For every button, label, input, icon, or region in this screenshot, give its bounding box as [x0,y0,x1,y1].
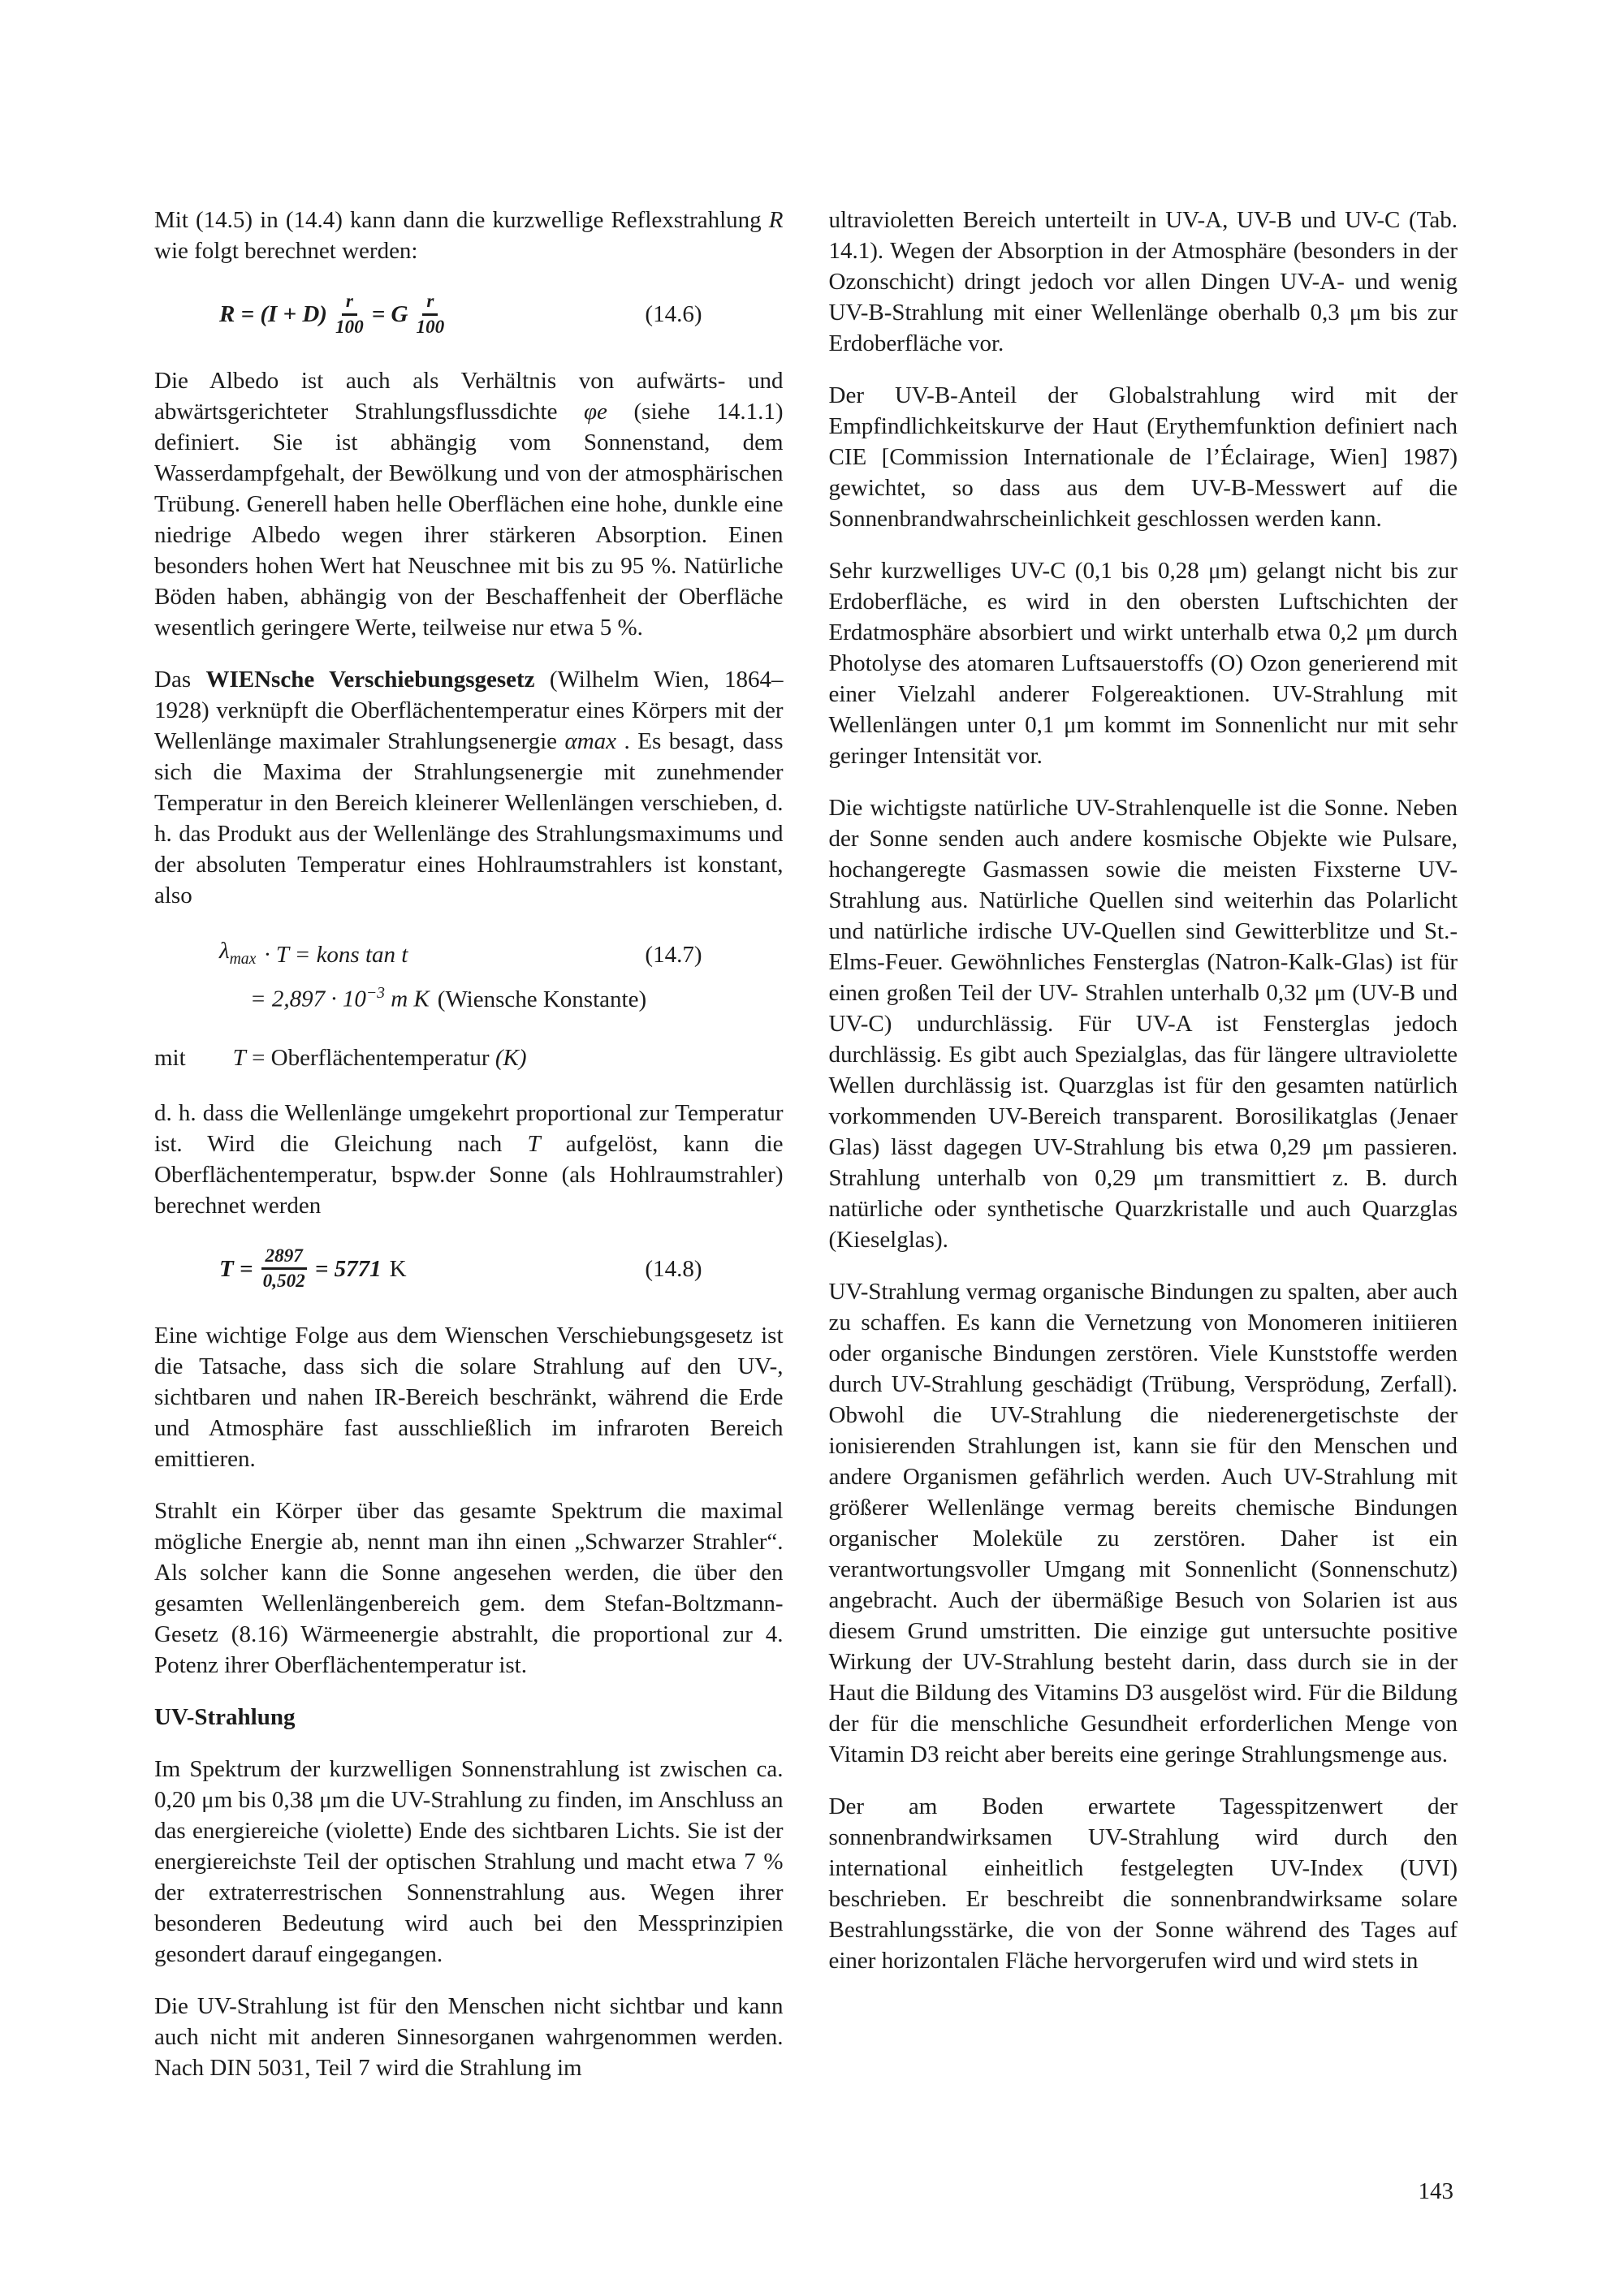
text-run: = 5771 [314,1255,382,1282]
text-run: aufgelöst, kann die Oberflächentemperatur, bspw.der Sonne (als Hohlraumstrahler) berechnet werden [154,1130,784,1219]
symbol-alpha-max: αmax [564,728,617,755]
unit-K: K [389,1255,407,1282]
paragraph: Strahlt ein Körper über das gesamte Spektrum die maximal mögliche Energie ab, nennt man ihn einen „Schwarzer Strahler“. Als solcher kann die Sonne angesehen werden, die über den gesamten Wellenlängenbereich gem. dem Stefan-Boltzmann-Gesetz (8.16) Wärmeenergie abstrahlt, die proportional zur 4. Potenz ihrer Oberflächentemperatur ist. [154,1498,784,1679]
equation-number: (14.7) [645,942,702,969]
text-run: wie folgt berechnet werden: [154,238,418,264]
text-run: (siehe 14.1.1) definiert. Sie ist abhängig vom Sonnenstand, dem Wasserdampfgehalt, der Bewölkung und von der atmosphärischen Trübung. Generell haben helle Oberflächen eine hohe, dunkle eine niedrige Albedo wegen ihrer stärkeren Absorption. Einen besonders hohen Wert hat Neuschnee mit bis zu 95 %. Natürliche Böden haben, abhängig von der Beschaffenheit der Oberfläche wesentlich geringere Werte, teilweise nur etwa 5 %. [154,399,784,641]
paragraph [154,1098,784,1221]
paragraph: UV-Strahlung vermag organische Bindungen zu spalten, aber auch zu schaffen. Es kann die Vernetzung von Monomeren initiieren oder organische Bindungen zerstören. Viele Kunststoffe werden durch UV-Strahlung geschädigt (Trübung, Versprödung, Zerfall). Obwohl die UV-Strahlung die niederenergetischste der ionisierenden Strahlungen ist, kann sie für den Menschen und andere Organismen gefährlich werden. Auch UV-Strahlung mit größerer Wellenlänge vermag bereits chemische Bindungen organischer Moleküle zu zerstören. Daher ist ein verantwortungsvoller Umgang mit Sonnenlicht (Sonnenschutz) angebracht. Auch der übermäßige Besuch von Solarien ist aus diesem Grund umstritten. Die einzige gut untersuchte positive Wirkung der UV-Strahlung besteht darin, dass durch sie in der Haut die Bildung des Vitamins D3 ausgelöst wird. Für die Bildung der für die menschliche Gesundheit erforderlichen Menge von Vitamin D3 reicht aber bereits eine geringe Strahlungsmenge aus. [828,1279,1458,1767]
definition-line [154,1042,784,1073]
unit-K: (K) [495,1044,527,1071]
text-block [154,205,1458,2104]
text-run: R = (I + D) [219,301,327,328]
equation-number: (14.6) [645,301,702,328]
paragraph [154,205,784,266]
denominator: 100 [416,316,445,338]
paragraph: Die wichtigste natürliche UV-Strahlenquelle ist die Sonne. Neben der Sonne senden auch andere kosmische Objekte wie Pulsare, hochangeregte Gasmassen sowie die meisten Fixsterne UV-Strahlung aus. Natürliche Quellen sind weiterhin das Polarlicht und natürliche irdische UV-Quellen sind Gewitterblitze und St.-Elms-Feuer. Gewöhnliches Fensterglas (Natron-Kalk-Glas) ist für einen großen Teil der UV- Strahlen unterhalb 0,32 μm (UV-B und UV-C) undurchlässig. Für UV-A ist Fensterglas jedoch durchlässig. Es gibt auch Spezialglas, das für längere ultraviolette Wellen durchlässig ist. Quarzglas ist für den gesamten natürlich vorkommenden UV-Bereich transparent. Borosilikatglas (Jenaer Glas) lässt dagegen UV-Strahlung bis etwa 0,29 μm passieren. Strahlung unterhalb von 0,29 μm transmittiert z. B. durch natürliche oder synthetische Quarzkristalle und auch Quarzglas (Kieselglas). [828,795,1458,1253]
formula [219,1245,407,1293]
formula [219,291,444,338]
paragraph: Der UV-B-Anteil der Globalstrahlung wird mit der Empfindlichkeitskurve der Haut (Erythemfunktion definiert nach CIE [Commission Internationale de l’Éclairage, Wien] 1987) gewichtet, so dass aus dem UV-B-Messwert auf die Sonnenbrandwahrscheinlichkeit geschlossen werden kann. [828,382,1458,532]
paragraph: Eine wichtige Folge aus dem Wienschen Verschiebungsgesetz ist die Tatsache, dass sich die solare Strahlung auf den UV-, sichtbaren und nahen IR-Bereich beschränkt, während die Erde und Atmosphäre fast ausschließlich im infraroten Bereich emittieren. [154,1323,784,1473]
paragraph: Der am Boden erwartete Tagesspitzenwert der sonnenbrandwirksamen UV-Strahlung wird durch den international einheitlich festgelegten UV-Index (UVI) beschrieben. Er beschreibt die sonnenbrandwirksame solare Bestrahlungsstärke, die von der Sonne während des Tages auf einer horizontalen Fläche hervorgerufen wird und wird stets in [828,1793,1458,1974]
equation-14-8 [154,1245,784,1293]
term-wiensches-verschiebungsgesetz: WIENsche Verschiebungsgesetz [205,667,535,693]
text-run: · T = kons tan t [264,942,408,969]
symbol-T: T [527,1130,541,1157]
text-run: Die Albedo ist auch als Verhältnis von aufwärts- und abwärtsgerichteter Strahlungsflussdichte [154,368,784,425]
page-number: 143 [1418,2178,1453,2204]
formula-line-1 [219,935,784,974]
equation-14-7 [154,935,784,1014]
denominator: 0,502 [262,1271,305,1293]
numerator: 2897 [261,1245,307,1271]
definition [233,1042,527,1073]
numerator: r [342,291,357,316]
symbol-lambda: $\lambda_{max}$ [219,938,257,969]
text-run: = $2,897 \cdot 10^{-3}$ m K [250,984,430,1012]
paragraph [154,365,784,643]
paragraph: Sehr kurzwelliges UV-C (0,1 bis 0,28 μm) gelangt nicht bis zur Erdoberfläche, es wird in den obersten Luftschichten der Erdatmosphäre absorbiert und wirkt unterhalb etwa 0,2 μm durch Photolyse des atomaren Luftsauerstoffs (O) Ozon generierend mit einer Vielzahl anderer Folgereaktionen. UV-Strahlung mit Wellenlängen unter 0,1 μm kommt im Sonnenlicht nur mit sehr geringer Intensität vor. [828,558,1458,769]
symbol-R: R [768,207,784,233]
equation-number: (14.8) [645,1255,702,1282]
text-run: = G [371,301,408,328]
paragraph [154,664,784,911]
denominator: 100 [335,316,364,338]
paragraph: ultravioletten Bereich unterteilt in UV-A, UV-B und UV-C (Tab. 14.1). Wegen der Absorption in der Atmosphäre (besonders in der Ozonschicht) dringt jedoch vor allen Dingen UV-A- und wenig UV-B-Strahlung mit einer Wellenlänge oberhalb 0,3 μm bis zur Erdoberfläche vor. [828,207,1458,356]
text-run: . Es besagt, dass sich die Maxima der Strahlungsenergie mit zunehmender Temperatur in den Bereich kleinerer Wellenlängen verschieben, d. h. das Produkt aus der Wellenlänge des Strahlungsmaximums und der absoluten Temperatur eines Hohlraumstrahlers ist konstant, also [154,728,784,909]
symbol-T: T [232,1044,246,1071]
right-column [829,205,1458,2104]
text-run: Das [154,667,206,693]
symbol-phi-e: φe [584,399,607,425]
text-run: T = [219,1255,253,1282]
text-run: mit [154,1044,186,1071]
text-run: (Wilhelm Wien, 1864–1928) verknüpft die Oberflächentemperatur eines Körpers mit der Wellenlänge maximaler Strahlungsenergie [154,667,784,755]
paragraph: Die UV-Strahlung ist für den Menschen nicht sichtbar und kann auch nicht mit anderen Sinnesorganen wahrgenommen werden. Nach DIN 5031, Teil 7 wird die Strahlung im [154,1993,784,2082]
left-column [154,205,784,2104]
constant-note: (Wiensche Konstante) [437,986,647,1012]
equation-14-6 [154,291,784,338]
formula [219,935,408,974]
subscript-max: max [229,950,257,969]
fraction [416,291,444,338]
text-run: = Oberflächentemperatur [245,1044,495,1071]
formula [250,978,430,1015]
formula-line-2 [250,978,784,1015]
fraction [335,291,364,338]
paragraph: Im Spektrum der kurzwelligen Sonnenstrahlung ist zwischen ca. 0,20 μm bis 0,38 μm die UV-Strahlung zu finden, im Anschluss an das energiereiche (violette) Ende des sichtbaren Lichts. Sie ist der energiereichste Teil der optischen Strahlung und macht etwa 7 % der extraterrestrischen Sonnenstrahlung aus. Wegen ihrer besonderen Bedeutung wird auch bei den Messprinzipien gesondert darauf eingegangen. [154,1756,784,1968]
numerator: r [422,291,438,316]
superscript-exponent: −3 [365,984,385,1003]
section-heading-uv-strahlung: UV-Strahlung [154,1704,296,1731]
text-run: Mit (14.5) in (14.4) kann dann die kurzwellige Reflexstrahlung [154,207,769,233]
fraction [261,1245,307,1293]
text-run: d. h. dass die Wellenlänge umgekehrt proportional zur Temperatur ist. Wird die Gleichung nach [154,1099,784,1157]
